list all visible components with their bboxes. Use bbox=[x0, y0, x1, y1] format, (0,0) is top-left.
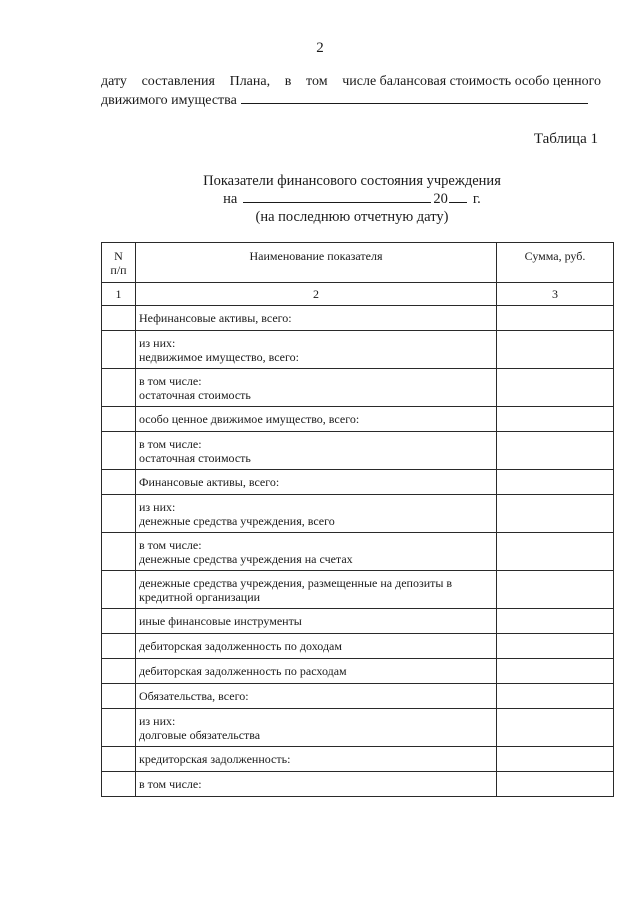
table-row bbox=[102, 747, 614, 772]
intro-word: числе балансовая стоимость особо ценного bbox=[342, 74, 601, 89]
table-row bbox=[102, 495, 614, 533]
indicator-line: долговые обязательства bbox=[139, 727, 261, 742]
sum-cell[interactable] bbox=[497, 369, 614, 407]
indicator-line: остаточная стоимость bbox=[139, 450, 251, 465]
row-number-cell bbox=[102, 432, 136, 470]
indicator-line: из них: bbox=[139, 713, 176, 728]
table-row bbox=[102, 609, 614, 634]
indicator-line: из них: bbox=[139, 335, 176, 350]
date-year: 20 bbox=[433, 191, 448, 207]
indicator-line: недвижимое имущество, всего: bbox=[139, 349, 299, 364]
sum-cell[interactable] bbox=[497, 407, 614, 432]
table-row bbox=[102, 659, 614, 684]
table-row bbox=[102, 571, 614, 609]
indicator-line: кредитной организации bbox=[139, 589, 261, 604]
intro-word: в bbox=[284, 74, 292, 89]
indicator-name-cell bbox=[136, 331, 497, 369]
indicator-name-cell bbox=[136, 634, 497, 659]
row-number-cell bbox=[102, 470, 136, 495]
row-number-cell bbox=[102, 331, 136, 369]
intro-word: том bbox=[306, 74, 328, 89]
column-index: 3 bbox=[497, 283, 614, 306]
sum-cell[interactable] bbox=[497, 331, 614, 369]
sum-cell[interactable] bbox=[497, 470, 614, 495]
indicator-line: в том числе: bbox=[139, 373, 202, 388]
indicator-line: в том числе: bbox=[139, 777, 202, 791]
intro-word: Плана, bbox=[229, 74, 271, 89]
indicator-name-cell bbox=[136, 306, 497, 331]
indicator-line: в том числе: bbox=[139, 436, 202, 451]
table-row bbox=[102, 772, 614, 797]
indicator-line: особо ценное движимое имущество, всего: bbox=[139, 412, 360, 426]
indicator-line: денежные средства учреждения, размещенные на депозиты в bbox=[139, 575, 453, 590]
table-row bbox=[102, 470, 614, 495]
row-number-cell bbox=[102, 306, 136, 331]
table-row bbox=[102, 533, 614, 571]
value-blank-line bbox=[241, 91, 588, 104]
table-heading: Показатели финансового состояния учреждения bbox=[203, 173, 501, 189]
indicator-name-cell bbox=[136, 772, 497, 797]
indicator-name-cell bbox=[136, 533, 497, 571]
table-title-block bbox=[150, 172, 554, 226]
intro-line-2 bbox=[101, 91, 601, 110]
indicator-line: Обязательства, всего: bbox=[139, 689, 249, 703]
row-number-cell bbox=[102, 659, 136, 684]
column-index: 1 bbox=[102, 283, 136, 306]
row-number-cell bbox=[102, 407, 136, 432]
row-number-cell bbox=[102, 495, 136, 533]
indicator-name-cell bbox=[136, 571, 497, 609]
row-number-cell bbox=[102, 533, 136, 571]
table-row bbox=[102, 306, 614, 331]
table-row bbox=[102, 407, 614, 432]
row-number-cell bbox=[102, 684, 136, 709]
header-number bbox=[102, 243, 136, 283]
sum-cell[interactable] bbox=[497, 684, 614, 709]
row-number-cell bbox=[102, 571, 136, 609]
date-line bbox=[150, 190, 554, 208]
year-blank bbox=[449, 190, 467, 203]
indicator-line: в том числе: bbox=[139, 537, 202, 552]
indicator-line: остаточная стоимость bbox=[139, 387, 251, 402]
indicator-line: кредиторская задолженность: bbox=[139, 752, 291, 766]
header-number-line: N bbox=[114, 249, 123, 263]
header-indicator-name: Наименование показателя bbox=[136, 243, 497, 283]
row-number-cell bbox=[102, 369, 136, 407]
table-row bbox=[102, 331, 614, 369]
intro-line-1 bbox=[101, 72, 601, 91]
intro-paragraph bbox=[101, 72, 601, 110]
intro-word: составления bbox=[141, 74, 215, 89]
page-number: 2 bbox=[316, 40, 324, 56]
table-header-row bbox=[102, 243, 614, 283]
column-index: 2 bbox=[136, 283, 497, 306]
row-number-cell bbox=[102, 747, 136, 772]
sum-cell[interactable] bbox=[497, 659, 614, 684]
table-row bbox=[102, 432, 614, 470]
date-note: (на последнюю отчетную дату) bbox=[255, 209, 449, 225]
indicator-line: из них: bbox=[139, 499, 176, 514]
date-suffix: г. bbox=[472, 191, 481, 207]
column-index-row bbox=[102, 283, 614, 306]
indicator-name-cell bbox=[136, 659, 497, 684]
row-number-cell bbox=[102, 634, 136, 659]
sum-cell[interactable] bbox=[497, 772, 614, 797]
indicator-line: дебиторская задолженность по доходам bbox=[139, 639, 342, 653]
indicator-name-cell bbox=[136, 470, 497, 495]
indicator-name-cell bbox=[136, 684, 497, 709]
indicator-line: иные финансовые инструменты bbox=[139, 614, 302, 628]
date-prefix: на bbox=[223, 191, 238, 207]
indicator-name-cell bbox=[136, 709, 497, 747]
header-number-line: п/п bbox=[110, 263, 127, 277]
table-row bbox=[102, 634, 614, 659]
table-row bbox=[102, 369, 614, 407]
indicator-name-cell bbox=[136, 369, 497, 407]
sum-cell[interactable] bbox=[497, 571, 614, 609]
indicator-name-cell bbox=[136, 432, 497, 470]
header-sum: Сумма, руб. bbox=[497, 243, 614, 283]
sum-cell[interactable] bbox=[497, 495, 614, 533]
sum-cell[interactable] bbox=[497, 533, 614, 571]
row-number-cell bbox=[102, 772, 136, 797]
sum-cell[interactable] bbox=[497, 306, 614, 331]
row-number-cell bbox=[102, 709, 136, 747]
table-row bbox=[102, 684, 614, 709]
row-number-cell bbox=[102, 609, 136, 634]
indicator-line: Финансовые активы, всего: bbox=[139, 475, 280, 489]
sum-cell[interactable] bbox=[497, 432, 614, 470]
indicator-line: дебиторская задолженность по расходам bbox=[139, 664, 347, 678]
table-label: Таблица 1 bbox=[533, 131, 598, 147]
intro-word: дату bbox=[101, 74, 127, 89]
indicator-line: Нефинансовые активы, всего: bbox=[139, 311, 292, 325]
financial-indicators-table bbox=[101, 242, 614, 797]
indicator-line: денежные средства учреждения на счетах bbox=[139, 551, 353, 566]
indicator-name-cell bbox=[136, 495, 497, 533]
indicator-line: денежные средства учреждения, всего bbox=[139, 513, 335, 528]
indicator-name-cell bbox=[136, 407, 497, 432]
intro-line-2-text: движимого имущества bbox=[101, 93, 237, 108]
date-blank bbox=[243, 190, 431, 203]
sum-cell[interactable] bbox=[497, 634, 614, 659]
sum-cell[interactable] bbox=[497, 609, 614, 634]
sum-cell[interactable] bbox=[497, 747, 614, 772]
sum-cell[interactable] bbox=[497, 709, 614, 747]
indicator-name-cell bbox=[136, 747, 497, 772]
indicator-name-cell bbox=[136, 609, 497, 634]
table-row bbox=[102, 709, 614, 747]
